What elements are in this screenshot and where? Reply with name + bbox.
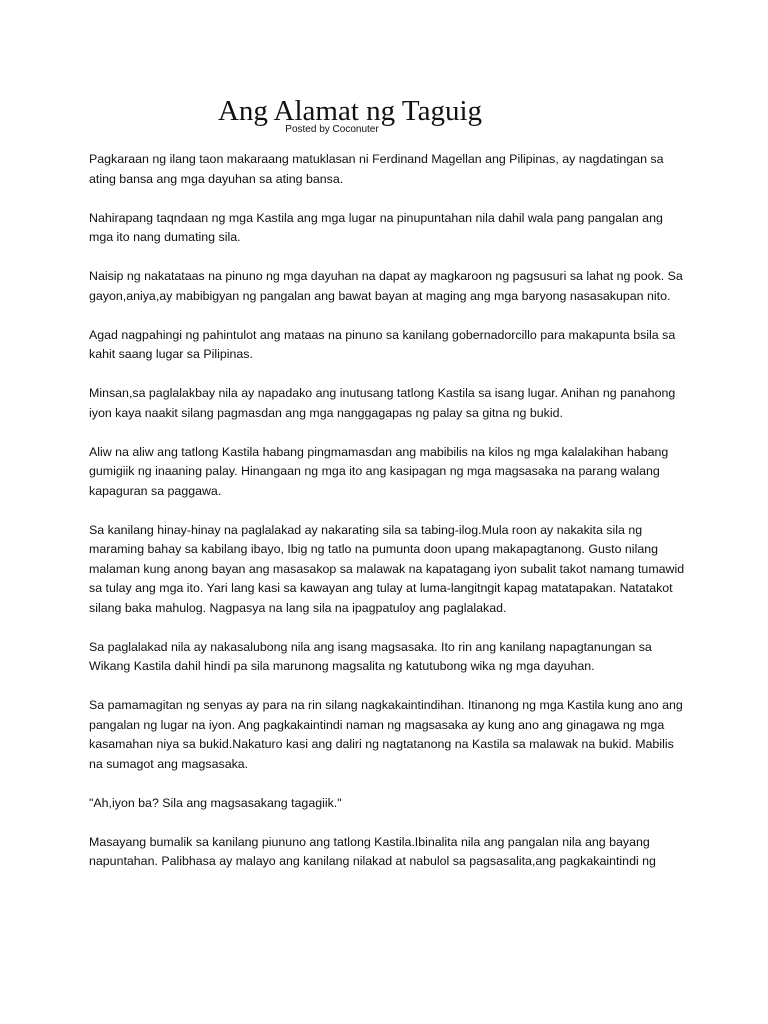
paragraph: Sa pamamagitan ng senyas ay para na rin silang nagkakaintindihan. Itinanong ng mga Kastila kung ano ang pangalan ng lugar na iyon. Ang pagkakaintindi naman ng magsasaka ay kung ano ang ginagawa ng mga kasamahan niya sa bukid.Nakaturo kasi ang daliri ng nagtatanong na Kastila sa malawak na bukid. Mabilis na sumagot ang magsasaka. (89, 698, 683, 771)
paragraph: Minsan,sa paglalakbay nila ay napadako ang inutusang tatlong Kastila sa isang lugar. Anihan ng panahong iyon kaya naakit silang pagmasdan ang mga nanggagapas ng palay sa gitna ng bukid. (89, 386, 676, 420)
paragraph: Nahirapang taqndaan ng mga Kastila ang mga lugar na pinupuntahan nila dahil wala pang pangalan ang mga ito nang dumating sila. (89, 210, 663, 244)
paragraph: Sa kanilang hinay-hinay na paglalakad ay nakarating sila sa tabing-ilog.Mula roon ay nakakita sila ng maraming bahay sa kabilang ibayo, Ibig ng tatlo na pumunta doon upang makapagtanong. Gusto nilang malaman kung anong bayan ang masasakop sa malawak na kapatagang iyon subalit takot namang tumawid sa tulay ang mga ito. Yari lang kasi sa kawayan ang tulay at luma-langitngit kapag matatapakan. Natatakot silang baka mahulog. Nagpasya na lang sila na ipagpatuloy ang paglalakad. (89, 522, 685, 615)
article-body (89, 150, 689, 891)
paragraph: Naisip ng nakatataas na pinuno ng mga dayuhan na dapat ay magkaroon ng pagsusuri sa lahat ng pook. Sa gayon,aniya,ay mabibigyan ng pangalan ang bawat bayan at maging ang mga baryong nasasakupan nito. (89, 269, 683, 303)
paragraph: Pagkaraan ng ilang taon makaraang matuklasan ni Ferdinand Magellan ang Pilipinas, ay nagdatingan sa ating bansa ang mga dayuhan sa ating bansa. (89, 152, 664, 186)
paragraph: Masayang bumalik sa kanilang piununo ang tatlong Kastila.Ibinalita nila ang pangalan nila ang bayang napuntahan. Palibhasa ay malayo ang kanilang nilakad at nabulol sa pagsasalita,ang pagkakaintindi ng (89, 834, 656, 868)
page-title: Ang Alamat ng Taguig (217, 95, 483, 127)
paragraph: Sa paglalakad nila ay nakasalubong nila ang isang magsasaka. Ito rin ang kanilang napagtanungan sa Wikang Kastila dahil hindi pa sila marunong magsalita ng katutubong wika ng mga dayuhan. (89, 639, 652, 673)
paragraph: Agad nagpahingi ng pahintulot ang mataas na pinuno sa kanilang gobernadorcillo para makapunta bsila sa kahit saang lugar sa Pilipinas. (89, 327, 676, 361)
paragraph: Aliw na aliw ang tatlong Kastila habang pingmamasdan ang mabibilis na kilos ng mga kalalakihan habang gumigiik ng inaaning palay. Hinangaan ng mga ito ang kasipagan ng mga magsasaka na parang walang kapaguran sa paggawa. (89, 444, 669, 498)
byline: Posted by Coconuter (285, 124, 379, 135)
paragraph: "Ah,iyon ba? Sila ang magsasakang tagagiik." (89, 795, 342, 810)
